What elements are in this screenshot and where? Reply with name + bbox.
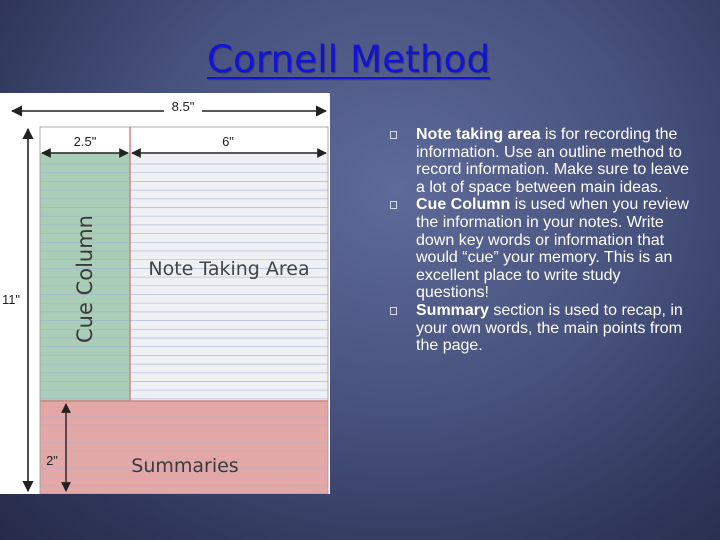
page-height-label: 11" <box>1 292 21 307</box>
cornell-page-diagram <box>0 93 330 494</box>
cue-column-label: Cue Column <box>73 215 97 343</box>
bullet-list <box>390 126 690 355</box>
bullet-lead: Note taking area <box>416 126 541 143</box>
page-width-label: 8.5" <box>171 99 195 114</box>
bullet-text: is used when you review the information in your notes. Write down key words or information that would “cue” your memory. This is an excellent place to write study questions! <box>416 196 689 302</box>
checkbox-bullet-icon <box>390 131 397 139</box>
slide-title: Cornell Method <box>207 38 491 81</box>
summary-region <box>40 401 328 494</box>
checkbox-bullet-icon <box>390 201 397 209</box>
bullet-text: is for recording the information. Use an outline method to record information. Make sure to leave a lot of space between main ideas. <box>416 126 690 196</box>
bullet-lead: Summary <box>416 301 489 319</box>
note-taking-area-label: Note Taking Area <box>148 258 310 280</box>
summary-height-label: 2" <box>46 453 58 468</box>
summaries-label: Summaries <box>131 455 239 477</box>
bullet-summary <box>390 302 690 355</box>
notes-width-label: 6" <box>222 134 234 149</box>
bullet-text: section is used to recap, in your own words, the main points from the page. <box>416 301 683 355</box>
bullet-lead: Cue Column <box>416 196 511 214</box>
cue-width-label: 2.5" <box>73 134 97 149</box>
checkbox-bullet-icon <box>390 307 397 315</box>
bullet-cue-column <box>390 196 690 302</box>
diagram-svg <box>0 93 330 494</box>
bullet-note-taking <box>390 126 690 196</box>
